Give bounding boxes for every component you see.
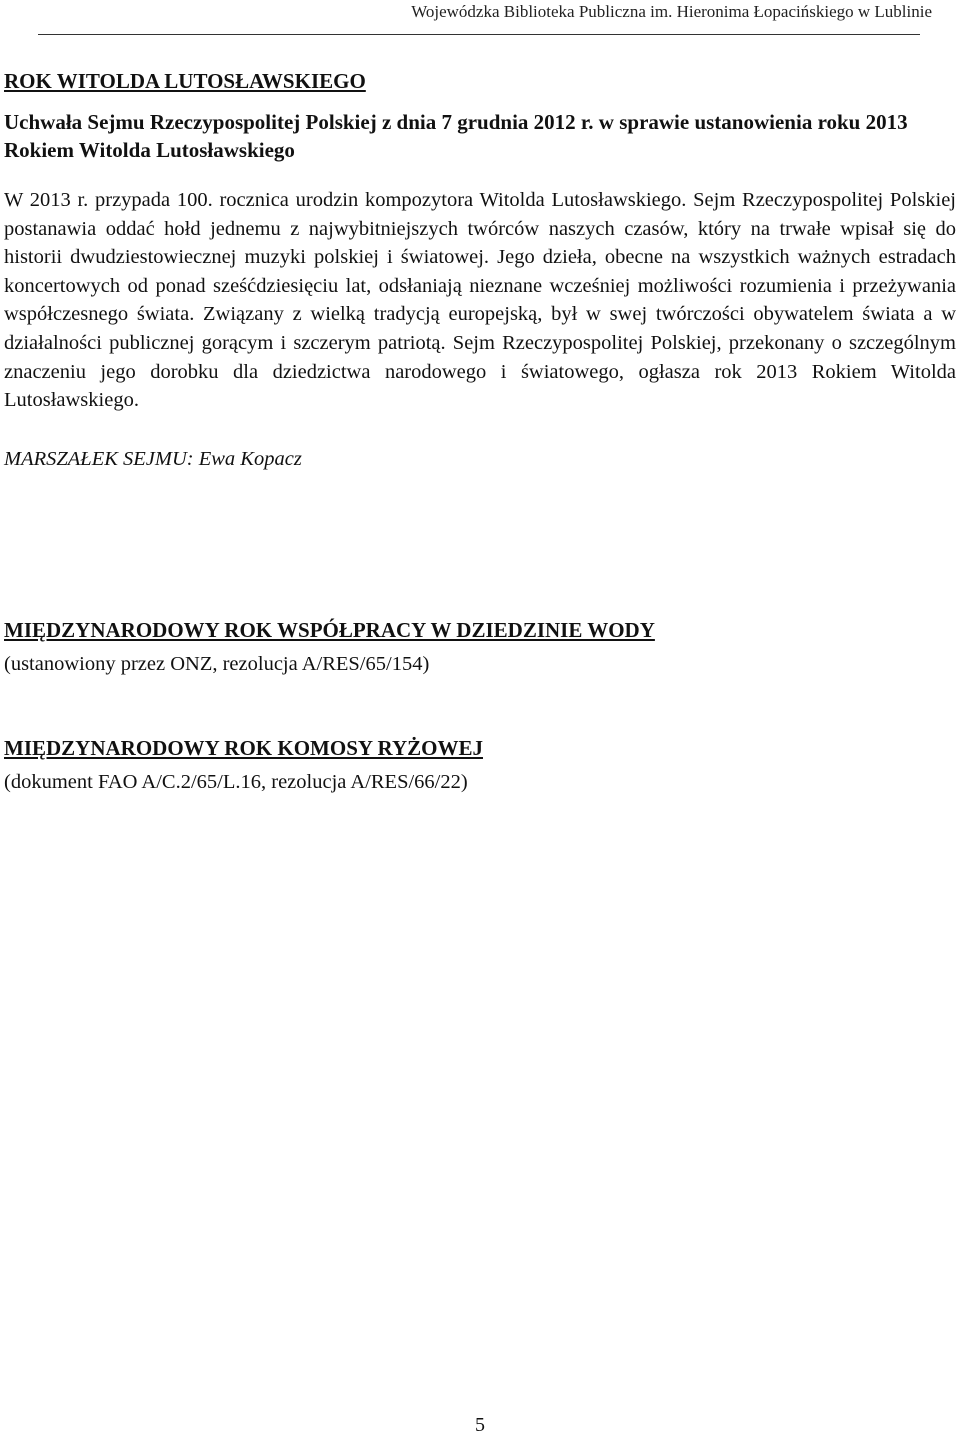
page-header: Wojewódzka Biblioteka Publiczna im. Hieronima Łopacińskiego w Lublinie — [411, 2, 932, 21]
section-title: MIĘDZYNARODOWY ROK KOMOSY RYŻOWEJ — [4, 736, 483, 760]
resolution-heading: Uchwała Sejmu Rzeczypospolitej Polskiej z dnia 7 grudnia 2012 r. w sprawie ustanowienia roku 2013 Rokiem Witolda Lutosławskiego — [4, 110, 908, 162]
signature: MARSZAŁEK SEJMU: Ewa Kopacz — [4, 447, 302, 470]
page-number: 5 — [475, 1414, 485, 1436]
article-title: ROK WITOLDA LUTOSŁAWSKIEGO — [4, 69, 366, 93]
section-quinoa — [4, 734, 483, 796]
header-divider — [38, 34, 920, 35]
section-subtitle: (dokument FAO A/C.2/65/L.16, rezolucja A/RES/66/22) — [4, 771, 468, 793]
article — [4, 68, 956, 473]
section-title: MIĘDZYNARODOWY ROK WSPÓŁPRACY W DZIEDZINIE WODY — [4, 618, 655, 642]
section-water-cooperation — [4, 616, 655, 678]
section-subtitle: (ustanowiony przez ONZ, rezolucja A/RES/65/154) — [4, 653, 430, 675]
article-body: W 2013 r. przypada 100. rocznica urodzin kompozytora Witolda Lutosławskiego. Sejm Rzeczypospolitej Polskiej postanawia oddać hołd jednemu z najwybitniejszych twórców naszych czasów, który na trwałe wpisał się do historii dwudziestowiecznej muzyki polskiej i światowej. Jego dzieła, obecne na wszystkich ważnych estradach koncertowych od ponad sześćdziesięciu lat, odsłaniają nieznane wcześniej możliwości rozumienia i przeżywania współczesnego świata. Związany z wielką tradycją europejską, był w swej twórczości obywatelem świata a w działalności publicznej gorącym i szczerym patriotą. Sejm Rzeczypospolitej Polskiej, przekonany o szczególnym znaczeniu jego dorobku dla dziedzictwa narodowego i światowego, ogłasza rok 2013 Rokiem Witolda Lutosławskiego. — [4, 189, 956, 412]
